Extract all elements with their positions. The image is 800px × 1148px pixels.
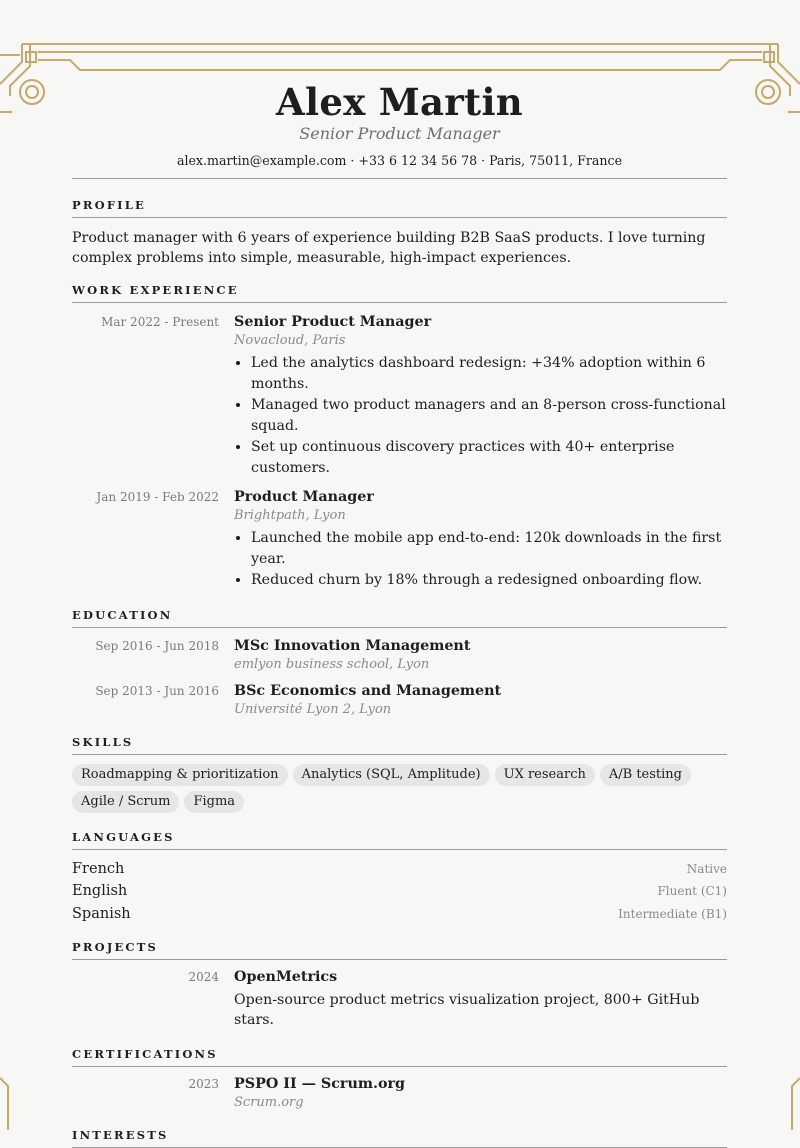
- language-name: Spanish: [72, 905, 131, 922]
- divider: [72, 754, 727, 755]
- education-date: Sep 2016 - Jun 2018: [95, 638, 219, 653]
- job-bullets: [234, 528, 727, 591]
- section-heading: LANGUAGES: [72, 829, 175, 844]
- resume-page: [72, 80, 727, 1148]
- section-heading: EDUCATION: [72, 607, 173, 622]
- job-entry: [72, 313, 727, 479]
- job-date: Mar 2022 - Present: [101, 315, 219, 329]
- job-entry: [72, 488, 727, 592]
- language-row: [72, 903, 727, 926]
- skill-chip: UX research: [495, 764, 595, 786]
- project-entry: [72, 968, 727, 1030]
- certification-entry: [72, 1075, 727, 1112]
- education-section: [72, 608, 727, 719]
- education-date: Sep 2013 - Jun 2016: [95, 683, 219, 698]
- interests-section: [72, 1128, 727, 1148]
- job-title: Senior Product Manager: [299, 124, 500, 143]
- section-heading: CERTIFICATIONS: [72, 1047, 218, 1061]
- project-date: 2024: [188, 970, 219, 984]
- language-level: Native: [686, 861, 727, 876]
- divider: [72, 1066, 727, 1067]
- divider: [72, 627, 727, 628]
- profile-text: Product manager with 6 years of experience building B2B SaaS products. I love turning complex problems into simple, measurable, high-impact experiences.: [72, 230, 706, 266]
- language-name: English: [72, 883, 128, 899]
- skill-chip: Agile / Scrum: [72, 791, 179, 813]
- project-name: OpenMetrics: [234, 969, 338, 985]
- bullet-item: • Managed two product managers and an 8-person cross-functional squad.: [251, 395, 727, 436]
- skills-section: [72, 735, 727, 813]
- skill-chip: Analytics (SQL, Amplitude): [293, 764, 490, 786]
- skill-chip: A/B testing: [600, 764, 691, 786]
- bullet-item: • Set up continuous discovery practices with 40+ enterprise customers.: [251, 437, 727, 478]
- divider: [72, 959, 727, 960]
- section-heading: WORK EXPERIENCE: [72, 283, 239, 297]
- certification-issuer: Scrum.org: [234, 1095, 304, 1110]
- section-heading: PROJECTS: [72, 940, 159, 954]
- education-entry: [72, 637, 727, 674]
- bullet-item: • Launched the mobile app end-to-end: 120k downloads in the first year.: [251, 528, 727, 569]
- section-heading: PROFILE: [72, 198, 147, 212]
- school: Université Lyon 2, Lyon: [234, 701, 392, 717]
- language-row: [72, 880, 727, 903]
- certifications-section: [72, 1047, 727, 1112]
- languages-section: [72, 830, 727, 926]
- divider: [72, 217, 727, 218]
- job-date: Jan 2019 - Feb 2022: [96, 490, 219, 504]
- section-heading: SKILLS: [72, 734, 134, 749]
- language-level: Fluent (C1): [657, 884, 727, 898]
- school: emlyon business school, Lyon: [234, 656, 430, 672]
- job-company: Brightpath, Lyon: [234, 508, 346, 523]
- bullet-item: • Led the analytics dashboard redesign: +34% adoption within 6 months.: [251, 353, 727, 394]
- certification-name: PSPO II — Scrum.org: [234, 1076, 406, 1092]
- certification-date: 2023: [188, 1077, 219, 1091]
- divider: [72, 178, 727, 179]
- language-row: [72, 858, 727, 881]
- section-heading: INTERESTS: [72, 1128, 169, 1142]
- profile-section: [72, 178, 727, 268]
- degree: MSc Innovation Management: [234, 637, 471, 654]
- language-name: French: [72, 860, 125, 877]
- job-role: Senior Product Manager: [234, 314, 432, 330]
- language-level: Intermediate (B1): [618, 906, 727, 921]
- bullet-item: • Reduced churn by 18% through a redesigned onboarding flow.: [251, 570, 727, 591]
- contact-line: alex.martin@example.com · +33 6 12 34 56 78 · Paris, 75011, France: [176, 153, 623, 168]
- project-description: Open-source product metrics visualization project, 800+ GitHub stars.: [234, 992, 700, 1028]
- candidate-name: Alex Martin: [275, 80, 524, 124]
- job-company: Novacloud, Paris: [234, 333, 346, 348]
- education-entry: [72, 682, 727, 719]
- skill-chip: Roadmapping & prioritization: [72, 764, 288, 786]
- divider: [72, 302, 727, 303]
- job-role: Product Manager: [234, 489, 374, 505]
- skill-chip: Figma: [184, 791, 244, 813]
- experience-section: [72, 283, 727, 592]
- degree: BSc Economics and Management: [234, 682, 502, 699]
- divider: [72, 849, 727, 850]
- projects-section: [72, 940, 727, 1030]
- job-bullets: [234, 353, 727, 478]
- skill-list: [72, 764, 727, 813]
